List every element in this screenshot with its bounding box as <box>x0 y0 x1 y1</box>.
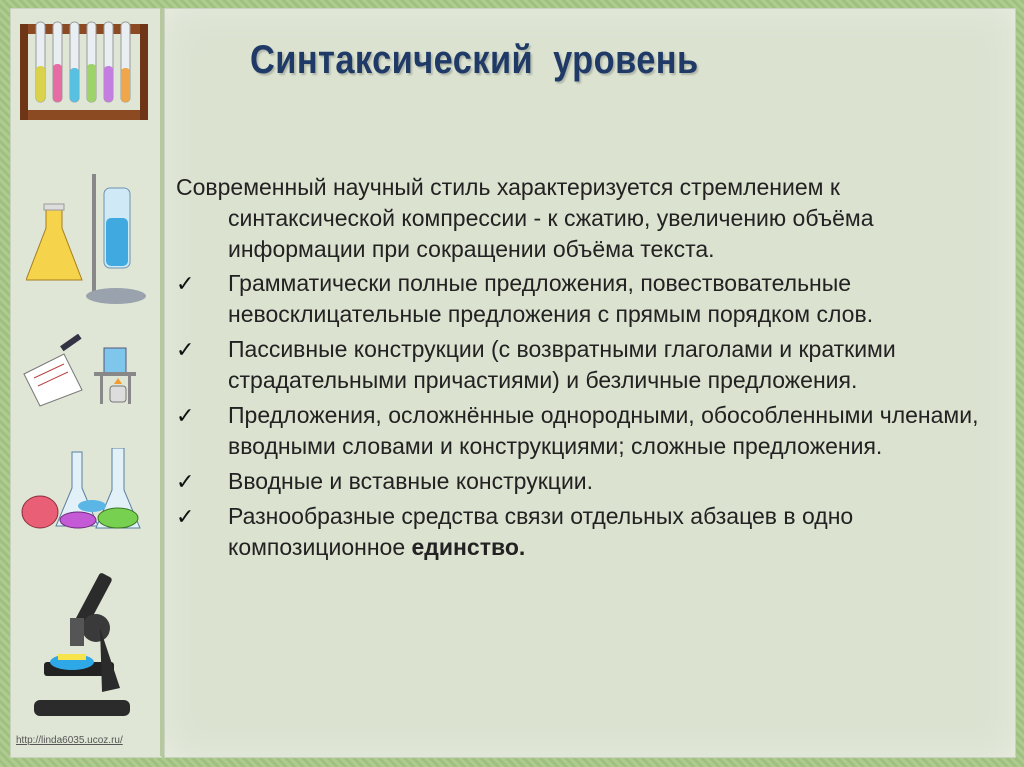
list-item <box>176 501 996 563</box>
check-mark-icon: ✓ <box>176 469 195 494</box>
list-item <box>176 334 996 396</box>
list-item <box>176 268 996 330</box>
list-item-text: Пассивные конструкции (с возвратными глаголами и краткими страдательными причастиями) и безличные предложения. <box>228 336 896 393</box>
slide-title: Синтаксический уровень <box>250 38 699 82</box>
content-body <box>176 172 996 567</box>
check-mark-icon: ✓ <box>176 337 195 362</box>
list-item-text: Разнообразные средства связи отдельных абзацев в одно композиционное <box>228 503 854 560</box>
glassware-icon <box>20 448 142 538</box>
list-item-bold-text: единство. <box>411 534 526 560</box>
notepad-burner-icon <box>20 334 142 408</box>
flask-stand-icon <box>26 168 148 308</box>
list-item-text: Грамматически полные предложения, повествовательные невосклицательные предложения с прямым порядком слов. <box>228 270 874 327</box>
test-tube-rack-icon <box>16 14 152 126</box>
list-item <box>176 400 996 462</box>
intro-paragraph: Современный научный стиль характеризуется стремлением к синтаксической компрессии - к сжатию, увеличению объёма информации при сокращении объёма текста. <box>176 174 874 262</box>
check-mark-icon: ✓ <box>176 403 195 428</box>
microscope-icon <box>30 568 140 728</box>
list-item-text: Вводные и вставные конструкции. <box>228 468 594 494</box>
list-item <box>176 466 996 497</box>
check-mark-icon: ✓ <box>176 271 195 296</box>
source-link[interactable]: http://linda6035.ucoz.ru/ <box>16 735 123 746</box>
list-item-text: Предложения, осложнённые однородными, обособленными членами, вводными словами и конструкциями; сложные предложения. <box>228 402 979 459</box>
check-mark-icon: ✓ <box>176 504 195 529</box>
